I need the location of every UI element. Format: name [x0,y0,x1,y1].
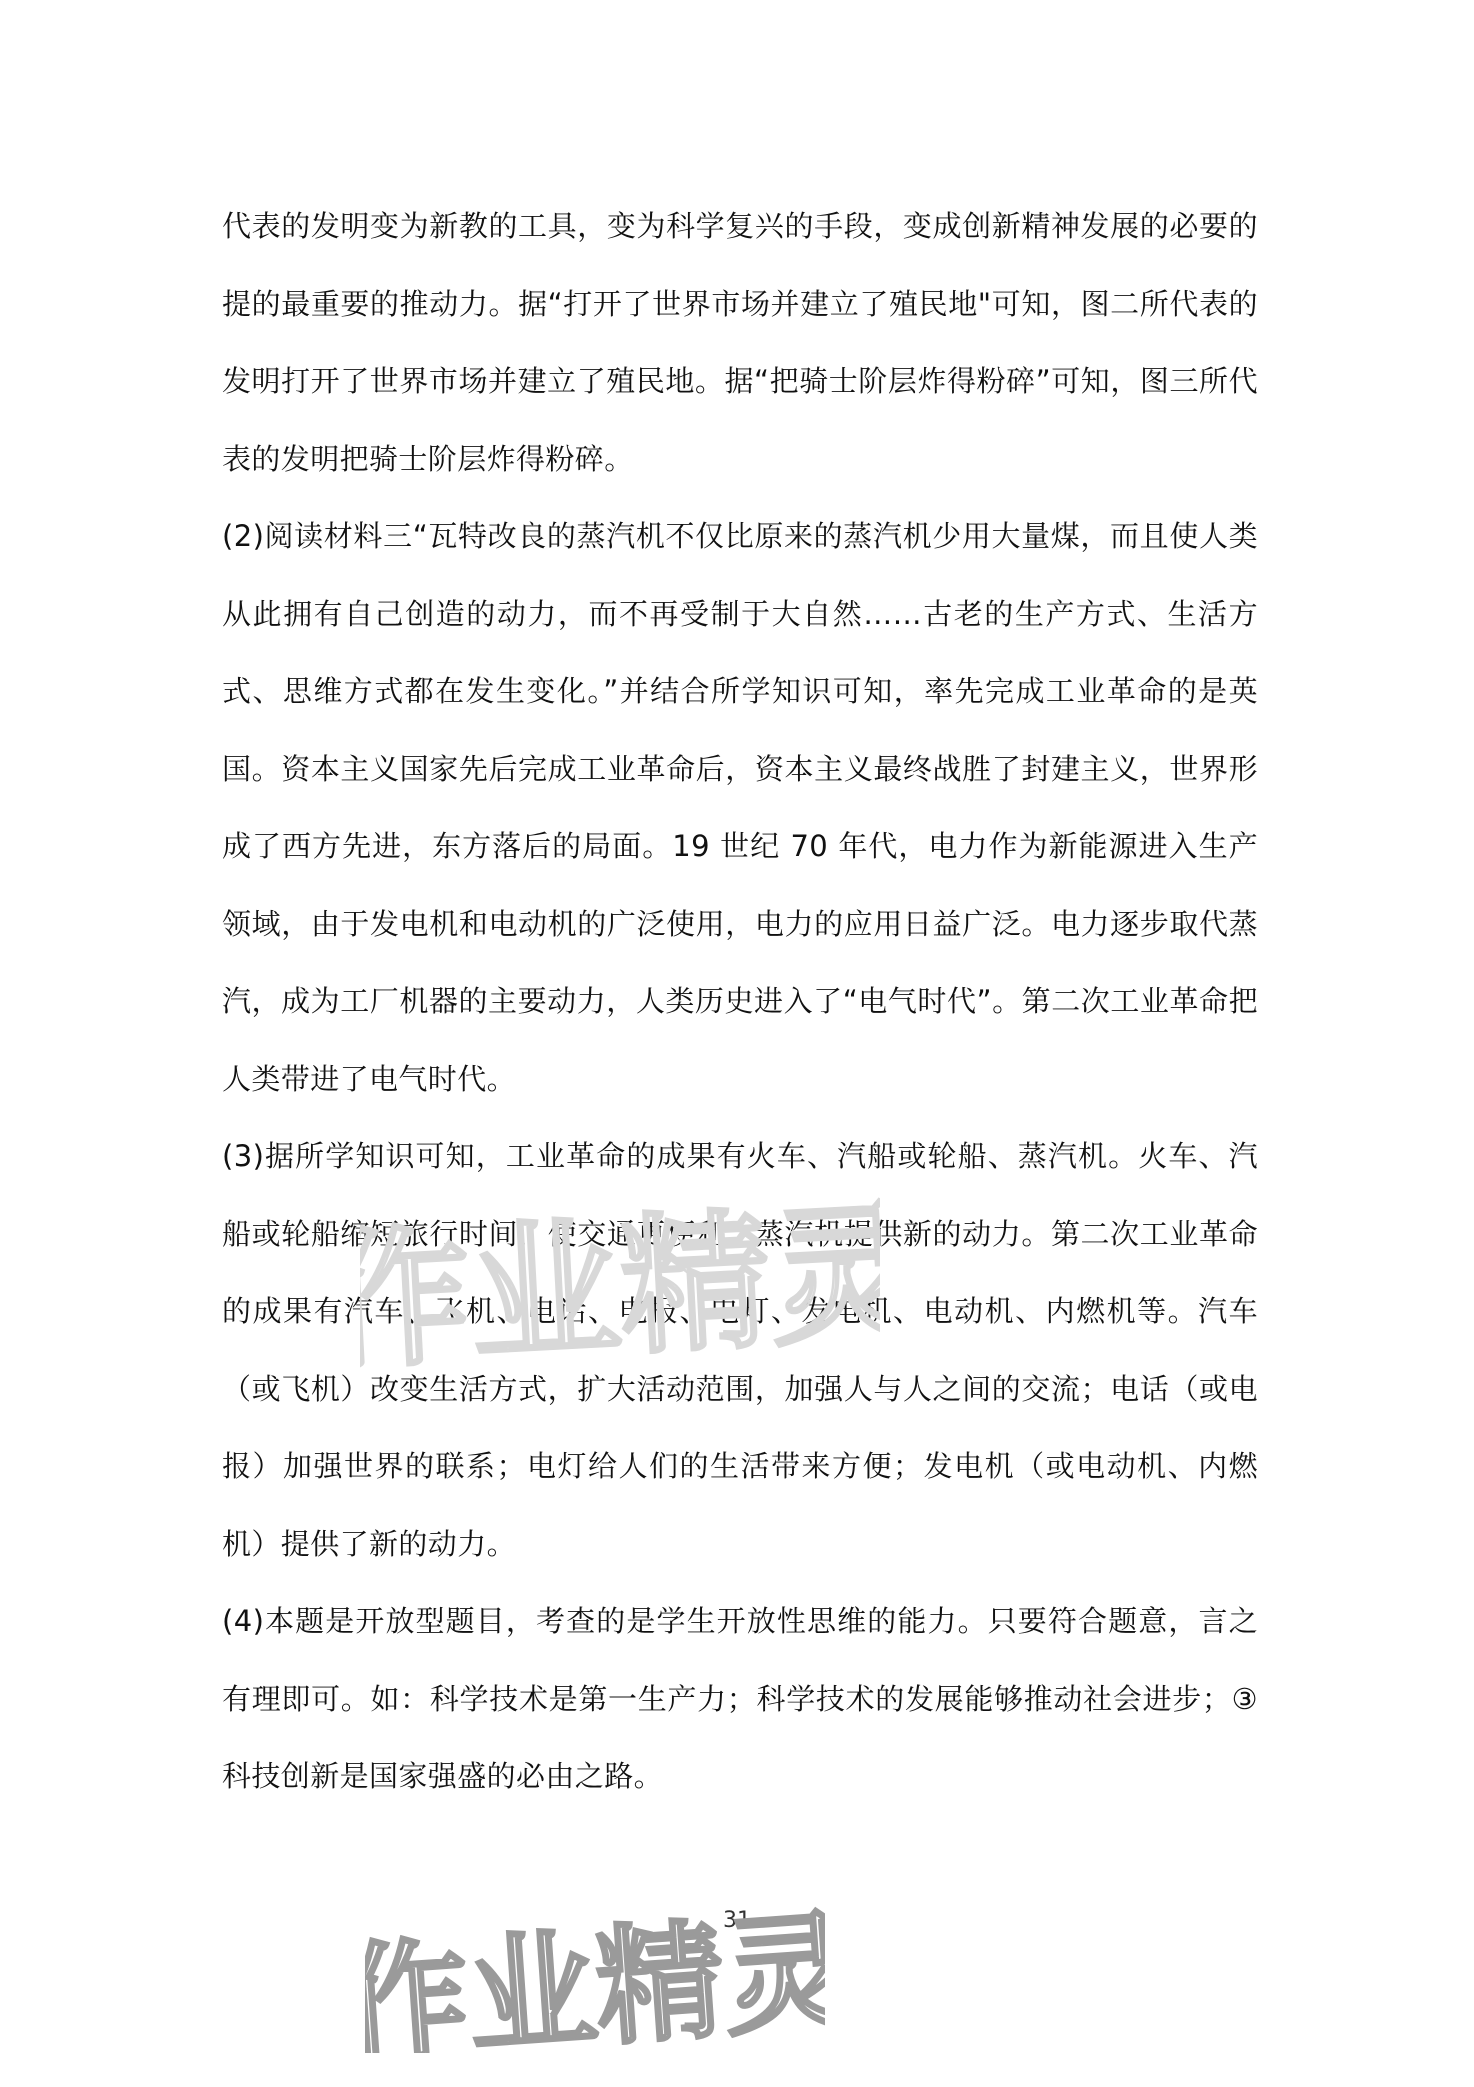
page-number: 31 [723,1908,751,1933]
document-body [222,188,1258,1816]
svg-text:作业精灵: 作业精灵 [360,1190,880,1380]
paragraph-3: (3)据所学知识可知，工业革命的成果有火车、汽船或轮船、蒸汽机。火车、汽船或轮船缩短旅行时间，使交通更便利；蒸汽机提供新的动力。第二次工业革命的成果有汽车、飞机、电话、电报、电灯、发电机、电动机、内燃机等。汽车（或飞机）改变生活方式，扩大活动范围，加强人与人之间的交流；电话（或电报）加强世界的联系；电灯给人们的生活带来方便；发电机（或电动机、内燃机）提供了新的动力。 [222,1139,1258,1561]
paragraph-2: (2)阅读材料三“瓦特改良的蒸汽机不仅比原来的蒸汽机少用大量煤，而且使人类从此拥有自己创造的动力，而不再受制于大自然……古老的生产方式、生活方式、思维方式都在发生变化。”并结合所学知识可知，率先完成工业革命的是英国。资本主义国家先后完成工业革命后，资本主义最终战胜了封建主义，世界形成了西方先进，东方落后的局面。19 世纪 70 年代，电力作为新能源进入生产领域，由于发电机和电动机的广泛使用，电力的应用日益广泛。电力逐步取代蒸汽，成为工厂机器的主要动力，人类历史进入了“电气时代”。第二次工业革命把人类带进了电气时代。 [222,519,1258,1096]
paragraph-4: (4)本题是开放型题目，考查的是学生开放性思维的能力。只要符合题意，言之有理即可。如：科学技术是第一生产力；科学技术的发展能够推动社会进步；③科技创新是国家强盛的必由之路。 [222,1604,1258,1793]
svg-text:作业精灵: 作业精灵 [365,1897,825,2053]
paragraph-1: 代表的发明变为新教的工具，变为科学复兴的手段，变成创新精神发展的必要的提的最重要的推动力。据“打开了世界市场并建立了殖民地"可知，图二所代表的发明打开了世界市场并建立了殖民地。据“把骑士阶层炸得粉碎”可知，图三所代表的发明把骑士阶层炸得粉碎。 [222,209,1258,476]
